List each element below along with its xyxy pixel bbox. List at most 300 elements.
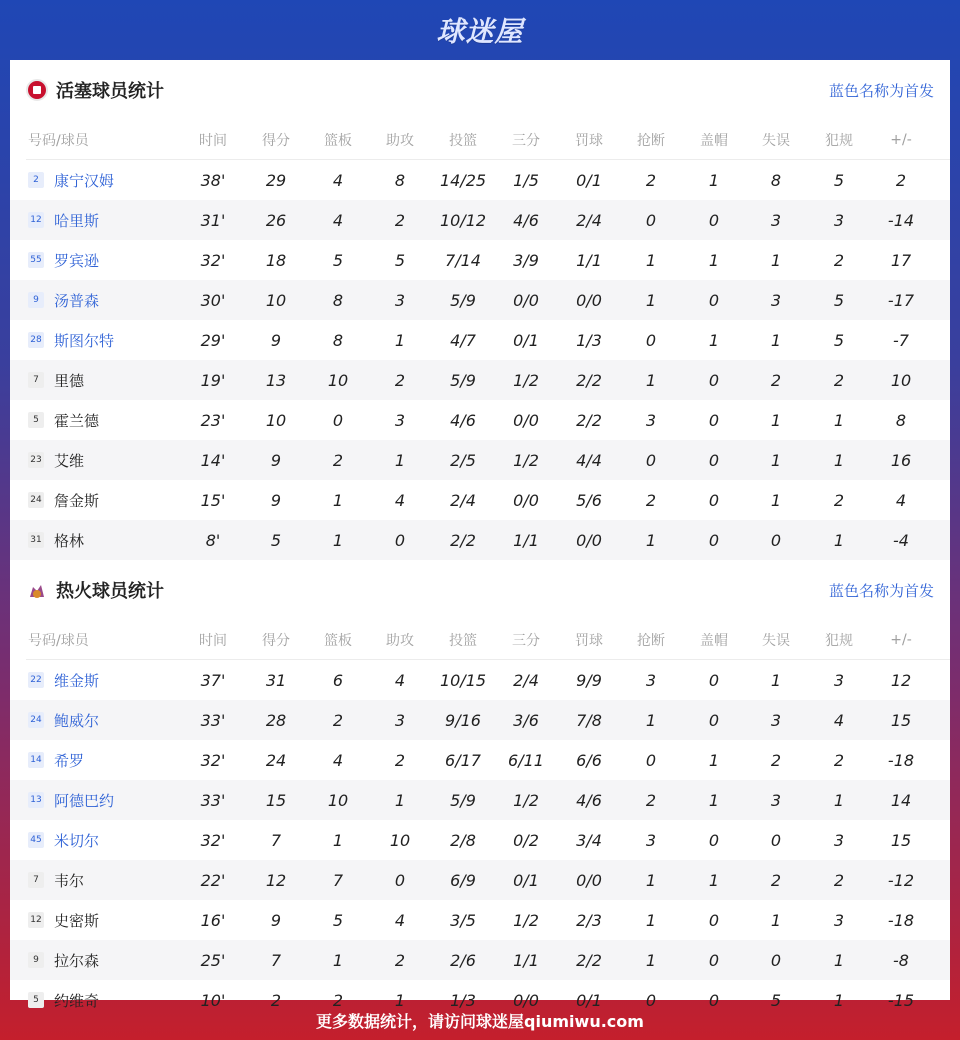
player-name[interactable]: 斯图尔特 [54,331,115,350]
stat-cell: 5 [270,530,282,550]
player-cell [10,330,180,351]
stat-cell: 0 [770,950,782,970]
stat-cell: 2 [270,990,282,1010]
stat-cell: 2/2 [576,410,602,430]
stat-cell: 3 [394,710,406,730]
column-header: +/- [890,132,912,148]
column-header: 罚球 [575,133,603,149]
stat-cell: 8 [394,170,406,190]
stat-cell: 4 [332,170,344,190]
stat-cell: 0 [708,490,720,510]
player-cell [10,950,180,971]
jersey-number-badge: 31 [28,532,44,548]
stat-cell: 1 [770,330,782,350]
player-row[interactable] [10,940,950,980]
stat-cell: 2/2 [450,530,476,550]
stat-cell: 10' [200,990,226,1010]
stat-cell: 3 [645,410,657,430]
stat-cell: 37' [200,670,226,690]
stat-cell: 0 [394,870,406,890]
stat-cell: 3 [833,830,845,850]
player-cell [10,910,180,931]
stat-cell: 0 [332,410,344,430]
stat-cell: 3 [770,210,782,230]
player-row[interactable] [10,240,950,280]
stat-cell: 1 [708,330,720,350]
stat-cell: 33' [200,790,226,810]
stat-cell: 1/2 [513,450,539,470]
stat-cell: 31 [265,670,287,690]
player-cell [10,170,180,191]
column-header: 盖帽 [700,133,728,149]
section-header [10,60,950,120]
stat-cell: 1 [645,710,657,730]
heat-logo-icon [26,579,48,601]
jersey-number-badge: 23 [28,452,44,468]
stat-cell: 10/12 [439,210,487,230]
stat-cell: 2 [332,710,344,730]
stat-cell: 1/2 [513,370,539,390]
player-row[interactable] [10,900,950,940]
stat-cell: 0 [708,910,720,930]
stat-cell: -12 [887,870,915,890]
stat-cell: 23' [200,410,226,430]
stat-cell: 2 [833,490,845,510]
player-row[interactable] [10,440,950,480]
stat-cell: 2 [770,870,782,890]
stat-cell: 9 [270,490,282,510]
stat-cell: 5 [833,330,845,350]
stat-cell: 1 [770,450,782,470]
player-cell [10,410,180,431]
stat-cell: 3/9 [513,250,539,270]
column-header: 抢断 [637,633,665,649]
stat-cell: 7 [332,870,344,890]
column-header: 失误 [762,133,790,149]
column-header: 犯规 [825,633,853,649]
stat-cell: 4 [394,910,406,930]
stat-cell: 3/6 [513,710,539,730]
player-cell [10,370,180,391]
player-row[interactable] [10,740,950,780]
stat-cell: 1 [833,950,845,970]
stat-cell: 7 [270,830,282,850]
player-name[interactable]: 康宁汉姆 [54,171,115,190]
player-row[interactable] [10,360,950,400]
player-cell [10,530,180,551]
stat-cell: 1/3 [450,990,476,1010]
stat-cell: 22' [200,870,226,890]
player-row[interactable] [10,400,950,440]
player-row[interactable] [10,660,950,700]
stat-cell: -14 [887,210,915,230]
stat-cell: 10 [327,790,349,810]
section-title-group [26,577,164,603]
stat-cell: 1/2 [513,790,539,810]
stat-cell: 3 [770,710,782,730]
stat-cell: 2 [833,370,845,390]
stat-cell: 0 [770,830,782,850]
stat-cell: 9 [270,330,282,350]
stat-cell: 1 [645,290,657,310]
stat-cell: 0/0 [513,990,539,1010]
stat-cell: 2 [770,370,782,390]
stat-cell: 31' [200,210,226,230]
player-row[interactable] [10,520,950,560]
stat-cell: 0 [770,530,782,550]
section-title: 热火球员统计 [56,581,164,602]
stat-cell: 2 [394,750,406,770]
stat-cell: 13 [265,370,287,390]
stat-cell: 0/0 [576,290,602,310]
player-name[interactable]: 拉尔森 [54,951,100,970]
stat-cell: 1 [394,450,406,470]
stat-cell: 5 [332,250,344,270]
stat-cell: 1/1 [576,250,602,270]
player-row[interactable] [10,280,950,320]
column-header: +/- [890,632,912,648]
player-name[interactable]: 约维奇 [54,991,100,1010]
stat-cell: 0 [645,990,657,1010]
stat-cell: 2 [833,750,845,770]
player-row[interactable] [10,700,950,740]
stat-cell: 1 [708,170,720,190]
stat-cell: 2/2 [576,950,602,970]
stat-cell: 0/2 [513,830,539,850]
stat-cell: 4/6 [450,410,476,430]
stat-cell: 1 [770,250,782,270]
stat-cell: 2 [645,490,657,510]
stat-cell: 4/7 [450,330,476,350]
stat-cell: 38' [200,170,226,190]
stat-cell: 32' [200,750,226,770]
stat-cell: 0 [645,450,657,470]
jersey-number-badge: 9 [28,952,44,968]
stat-cell: 5 [833,170,845,190]
stat-cell: 2/6 [450,950,476,970]
stat-cell: 0 [645,750,657,770]
player-name[interactable]: 阿德巴约 [54,791,115,810]
stat-cell: 1 [645,950,657,970]
column-header: 篮板 [324,633,352,649]
stat-cell: 1 [833,790,845,810]
player-row[interactable] [10,780,950,820]
stat-cell: 30' [200,290,226,310]
stat-cell: 15 [265,790,287,810]
stat-cell: 2 [833,250,845,270]
stat-cell: 6 [332,670,344,690]
stat-cell: 25' [200,950,226,970]
stat-cell: 1 [645,910,657,930]
stat-cell: 0/1 [513,870,539,890]
player-cell [10,870,180,891]
pistons-logo-icon [26,79,48,101]
column-header: 投篮 [449,633,477,649]
stat-cell: 4 [332,210,344,230]
stat-cell: 10/15 [439,670,487,690]
stat-cell: 4 [394,490,406,510]
column-header: 号码/球员 [28,133,89,149]
stat-cell: 3/5 [450,910,476,930]
jersey-number-badge: 2 [28,172,44,188]
stat-cell: 3/4 [576,830,602,850]
stat-cell: 8 [332,330,344,350]
stat-cell: 9/9 [576,670,602,690]
stat-cell: 16 [890,450,912,470]
stat-cell: 1/5 [513,170,539,190]
stat-cell: 2 [895,170,907,190]
stat-cell: 3 [770,790,782,810]
jersey-number-badge: 24 [28,492,44,508]
stat-cell: 0 [708,710,720,730]
column-header-row [10,120,950,160]
column-header: 得分 [262,633,290,649]
stat-cell: 10 [265,410,287,430]
stat-cell: 29 [265,170,287,190]
jersey-number-badge: 12 [28,912,44,928]
stat-cell: 0/1 [576,170,602,190]
stat-cell: -8 [893,950,909,970]
stat-cell: 1 [645,870,657,890]
player-name[interactable]: 维金斯 [54,671,100,690]
stat-cell: 1 [770,910,782,930]
stat-cell: 8 [332,290,344,310]
stats-panel [10,60,950,1010]
section-title: 活塞球员统计 [56,81,164,102]
stat-cell: 2 [645,790,657,810]
column-header: 犯规 [825,133,853,149]
column-header: 盖帽 [700,633,728,649]
stat-cell: 10 [265,290,287,310]
stat-cell: 0 [708,410,720,430]
stat-cell: 2/8 [450,830,476,850]
brand-logo: 球迷屋 [436,15,524,48]
stat-cell: 6/17 [445,750,481,770]
column-header: 失误 [762,633,790,649]
stat-cell: 3 [833,670,845,690]
jersey-number-badge: 28 [28,332,44,348]
team-section [10,560,950,1020]
stat-cell: 1 [770,410,782,430]
stat-cell: 1 [833,410,845,430]
stat-cell: 1 [332,490,344,510]
stat-cell: 1 [645,530,657,550]
stat-cell: 2/5 [450,450,476,470]
stat-cell: 1 [833,530,845,550]
stat-cell: 2/4 [450,490,476,510]
jersey-number-badge: 12 [28,212,44,228]
player-name[interactable]: 艾维 [54,451,85,470]
stat-cell: 14/25 [439,170,487,190]
column-header: 助攻 [386,133,414,149]
stat-cell: 3 [770,290,782,310]
jersey-number-badge: 22 [28,672,44,688]
player-name[interactable]: 鲍威尔 [54,711,100,730]
stat-cell: 5/9 [450,790,476,810]
stat-cell: 4 [833,710,845,730]
stat-cell: 15' [200,490,226,510]
player-row[interactable] [10,160,950,200]
stat-cell: 0 [708,990,720,1010]
team-sections [10,60,950,1020]
jersey-number-badge: 9 [28,292,44,308]
stat-cell: 3 [645,830,657,850]
stat-cell: 0 [708,670,720,690]
stat-cell: 0 [645,210,657,230]
player-cell [10,710,180,731]
player-name[interactable]: 史密斯 [54,911,100,930]
stat-cell: 0 [708,370,720,390]
stat-cell: 14 [890,790,912,810]
stat-cell: 4/6 [576,790,602,810]
player-name[interactable]: 霍兰德 [54,411,100,430]
stat-cell: 0/0 [576,530,602,550]
stat-cell: 14' [200,450,226,470]
player-cell [10,670,180,691]
stat-cell: 8 [895,410,907,430]
column-header: 投篮 [449,133,477,149]
player-name[interactable]: 韦尔 [54,871,85,890]
jersey-number-badge: 7 [28,372,44,388]
player-name[interactable]: 罗宾逊 [54,251,100,270]
stat-cell: 6/6 [576,750,602,770]
stat-cell: 1 [394,990,406,1010]
stat-cell: 1 [708,750,720,770]
column-header: 罚球 [575,633,603,649]
player-cell [10,830,180,851]
stat-cell: 5 [770,990,782,1010]
player-cell [10,490,180,511]
stat-cell: 32' [200,830,226,850]
stat-cell: 0 [708,950,720,970]
stat-cell: -7 [893,330,909,350]
player-name[interactable]: 汤普森 [54,291,100,310]
stat-cell: 33' [200,710,226,730]
stat-cell: 7 [270,950,282,970]
stat-cell: 5/9 [450,370,476,390]
stat-cell: 1 [833,990,845,1010]
team-section [10,60,950,560]
stat-cell: 3 [394,410,406,430]
player-cell [10,450,180,471]
stat-cell: 1/3 [576,330,602,350]
stat-cell: 32' [200,250,226,270]
stat-cell: 2/3 [576,910,602,930]
stat-cell: 1/1 [513,530,539,550]
jersey-number-badge: 24 [28,712,44,728]
stat-cell: 0/0 [513,410,539,430]
stat-cell: 2 [394,950,406,970]
stat-cell: 12 [265,870,287,890]
stat-cell: 0/1 [513,330,539,350]
stat-cell: 6/9 [450,870,476,890]
stat-cell: 24 [265,750,287,770]
stat-cell: 0 [394,530,406,550]
stat-cell: 4/6 [513,210,539,230]
stat-cell: 1 [645,370,657,390]
stat-cell: 12 [890,670,912,690]
stat-cell: 0 [708,830,720,850]
section-header [10,560,950,620]
stat-cell: -17 [887,290,915,310]
player-cell [10,210,180,231]
player-row[interactable] [10,860,950,900]
column-header: 抢断 [637,133,665,149]
player-cell [10,790,180,811]
jersey-number-badge: 7 [28,872,44,888]
column-header: 三分 [512,133,540,149]
column-header: 号码/球员 [28,633,89,649]
stat-cell: 1 [770,670,782,690]
player-name[interactable]: 詹金斯 [54,491,100,510]
footer-banner[interactable]: 更多数据统计，请访问球迷屋qiumiwu.com [316,1011,644,1031]
stat-cell: 1 [332,530,344,550]
stat-cell: 10 [389,830,411,850]
player-row[interactable] [10,480,950,520]
player-name[interactable]: 希罗 [54,751,85,770]
stat-cell: -15 [887,990,915,1010]
player-name[interactable]: 格林 [54,531,85,550]
stat-cell: 4 [394,670,406,690]
stat-cell: 3 [394,290,406,310]
stat-cell: 1 [708,250,720,270]
player-name[interactable]: 哈里斯 [54,211,100,230]
player-cell [10,750,180,771]
player-row[interactable] [10,200,950,240]
stat-cell: 10 [890,370,912,390]
stat-cell: 29' [200,330,226,350]
stat-cell: 1 [833,450,845,470]
player-name[interactable]: 米切尔 [54,831,100,850]
stat-cell: 1 [645,250,657,270]
stat-cell: 0/0 [513,490,539,510]
jersey-number-badge: 5 [28,412,44,428]
player-name[interactable]: 里德 [54,371,85,390]
stat-cell: 3 [833,210,845,230]
stat-cell: 1 [332,950,344,970]
stat-cell: -18 [887,910,915,930]
stat-cell: 15 [890,830,912,850]
player-row[interactable] [10,820,950,860]
jersey-number-badge: 55 [28,252,44,268]
jersey-number-badge: 14 [28,752,44,768]
stat-cell: 16' [200,910,226,930]
stat-cell: 1 [394,790,406,810]
stat-cell: 2 [770,750,782,770]
column-header: 时间 [199,633,227,649]
player-cell [10,290,180,311]
stat-cell: 1 [770,490,782,510]
stat-cell: 4 [332,750,344,770]
stat-cell: 1 [394,330,406,350]
stat-cell: 3 [645,670,657,690]
stat-cell: 5/6 [576,490,602,510]
jersey-number-badge: 5 [28,992,44,1008]
jersey-number-badge: 13 [28,792,44,808]
stat-cell: 4 [895,490,907,510]
stat-cell: 19' [200,370,226,390]
stat-cell: 3 [833,910,845,930]
stat-cell: -18 [887,750,915,770]
stat-cell: 2 [332,990,344,1010]
stat-cell: 15 [890,710,912,730]
stat-cell: 0 [708,290,720,310]
stat-cell: 18 [265,250,287,270]
stat-cell: -4 [893,530,909,550]
stat-cell: 5/9 [450,290,476,310]
player-row[interactable] [10,320,950,360]
stat-cell: 10 [327,370,349,390]
